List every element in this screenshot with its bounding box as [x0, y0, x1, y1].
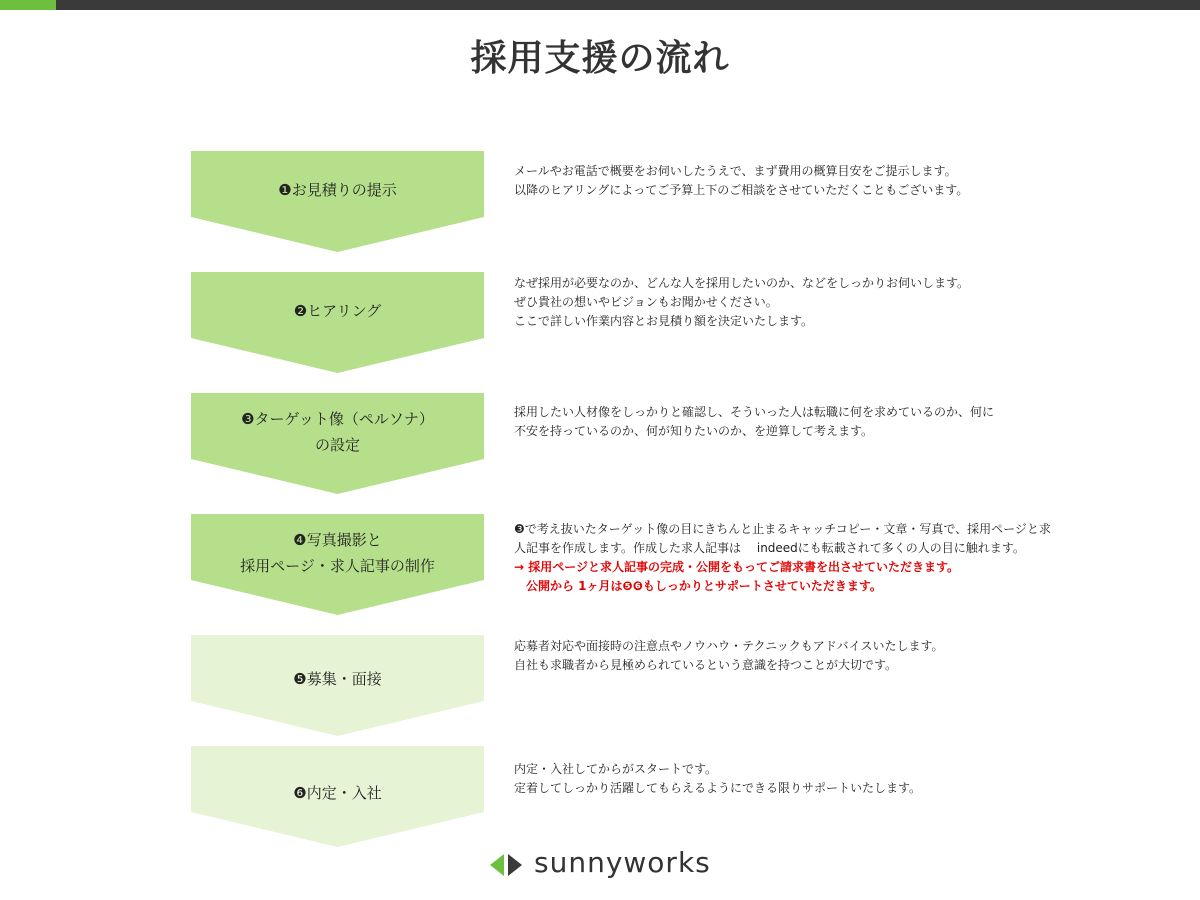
- step-4-desc-line: ❸で考え抜いたターゲット像の目にきちんと止まるキャッチコピー・文章・写真で、採用ページと求: [514, 522, 1051, 536]
- step-1-chevron: [191, 151, 484, 252]
- step-5-description: [514, 637, 1074, 675]
- top-bar: [0, 0, 1200, 10]
- step-5-chevron: [191, 635, 484, 736]
- step-3-chevron: [191, 393, 484, 494]
- step-1-desc-line: メールやお電話で概要をお伺いしたうえで、まず費用の概算目安をご提示します。: [514, 164, 957, 178]
- step-3-label: [191, 393, 484, 471]
- step-1-description: [514, 162, 1074, 200]
- step-6-chevron: [191, 746, 484, 847]
- step-2-desc-line: なぜ採用が必要なのか、どんな人を採用したいのか、などをしっかりお伺いします。: [514, 276, 970, 290]
- step-4-chevron: [191, 514, 484, 615]
- step-3-label-line: ❸ターゲット像（ペルソナ）: [241, 410, 434, 428]
- step-6-description: [514, 760, 1074, 798]
- step-2-chevron: [191, 272, 484, 373]
- step-2-desc-line: ぜひ貴社の想いやビジョンもお聞かせください。: [514, 295, 778, 309]
- step-2-label: ❷ヒアリング: [293, 302, 382, 320]
- leaf-logo-icon: [490, 852, 524, 878]
- step-4-label-line: 採用ページ・求人記事の制作: [240, 557, 435, 575]
- step-4-desc-line: 人記事を作成します。作成した求人記事は indeedにも転載されて多くの人の目に触れます。: [514, 541, 1025, 555]
- step-4-label: [191, 514, 484, 592]
- page-title: 採用支援の流れ: [470, 38, 730, 79]
- step-5-label: ❺募集・面接: [293, 670, 382, 688]
- step-5-desc-line: 自社も求職者から見極められているという意識を持つことが大切です。: [514, 658, 898, 672]
- step-1-label: ❶お見積りの提示: [278, 181, 397, 199]
- step-4-support-note: 公開から 1ヶ月は❺❻もしっかりとサポートさせていただきます。: [514, 579, 882, 593]
- step-2-description: [514, 274, 1074, 331]
- step-6-label: ❻内定・入社: [293, 784, 382, 802]
- step-3-description: [514, 403, 1074, 441]
- step-6-desc-line: 定着してしっかり活躍してもらえるようにできる限りサポートいたします。: [514, 781, 922, 795]
- step-4-label-line: ❹写真撮影と: [293, 531, 382, 549]
- logo-text: sunnyworks: [534, 846, 711, 879]
- step-3-desc-line: 採用したい人材像をしっかりと確認し、そういった人は転職に何を求めているのか、何に: [514, 405, 995, 419]
- step-6-desc-line: 内定・入社してからがスタートです。: [514, 762, 718, 776]
- step-3-desc-line: 不安を持っているのか、何が知りたいのか、を逆算して考えます。: [514, 424, 874, 438]
- top-bar-accent: [0, 0, 56, 10]
- step-3-label-line: の設定: [314, 436, 360, 454]
- step-4-invoice-note: → 採用ページと求人記事の完成・公開をもってご請求書を出させていただきます。: [514, 560, 960, 574]
- step-2-desc-line: ここで詳しい作業内容とお見積り額を決定いたします。: [514, 314, 814, 328]
- step-5-desc-line: 応募者対応や面接時の注意点やノウハウ・テクニックもアドバイスいたします。: [514, 639, 944, 653]
- step-4-description: [514, 520, 1074, 596]
- step-1-desc-line: 以降のヒアリングによってご予算上下のご相談をさせていただくこともございます。: [514, 183, 969, 197]
